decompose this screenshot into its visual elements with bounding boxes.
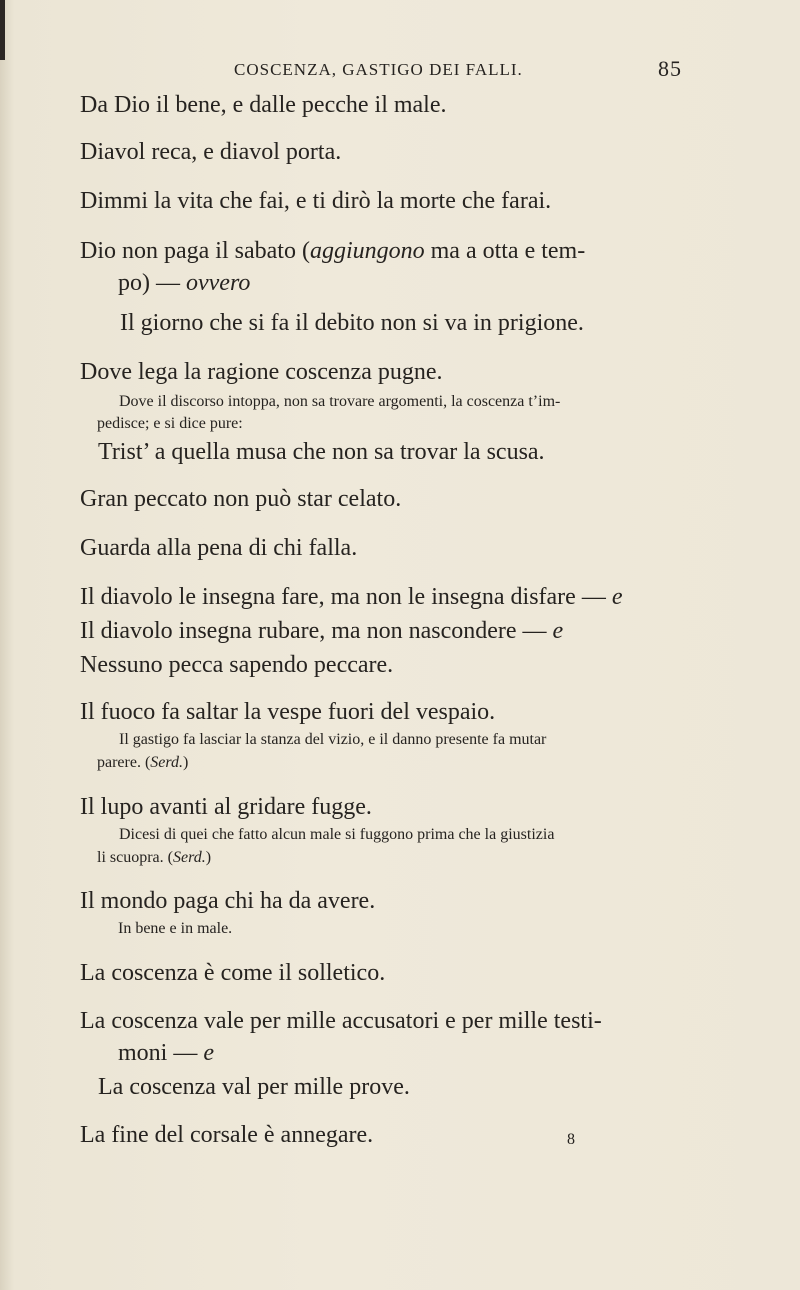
proverb-line: Nessuno pecca sapendo peccare. [80,652,394,678]
proverb-line: La coscenza è come il solletico. [80,960,386,986]
proverb-line: La fine del corsale è annegare. [80,1122,374,1148]
proverb-line: Il mondo paga chi ha da avere. [80,888,376,914]
proverb-line: moni — e [118,1040,214,1066]
page-number: 85 [658,56,682,81]
proverb-line: Il lupo avanti al gridare fugge. [80,794,372,820]
proverb-line: Diavol reca, e diavol porta. [80,139,342,165]
proverb-line: Da Dio il bene, e dalle pecche il male. [80,92,447,118]
proverb-line: Trist’ a quella musa che non sa trovar la scusa. [98,439,545,465]
commentary-note: In bene e in male. [118,920,233,937]
page-edge [0,0,5,60]
proverb-line: Dimmi la vita che fai, e ti dirò la morte che farai. [80,188,552,214]
commentary-note: Dicesi di quei che fatto alcun male si fuggono prima che la giustizia [119,826,555,843]
commentary-note: li scuopra. (Serd.) [97,849,212,866]
commentary-note: Il gastigo fa lasciar la stanza del vizio, e il danno presente fa mutar [119,731,547,748]
proverb-line: Dio non paga il sabato (aggiungono ma a otta e tem- [80,238,586,264]
running-title: COSCENZA, GASTIGO DEI FALLI. [234,60,523,79]
proverb-line: La coscenza vale per mille accusatori e per mille testi- [80,1008,602,1034]
commentary-note: Dove il discorso intoppa, non sa trovare argomenti, la coscenza t’im- [119,393,561,410]
proverb-line: Gran peccato non può star celato. [80,486,402,512]
proverb-line: Il diavolo insegna rubare, ma non nascondere — e [80,618,564,644]
proverb-line: Il diavolo le insegna fare, ma non le insegna disfare — e [80,584,623,610]
proverb-line: Il giorno che si fa il debito non si va in prigione. [120,310,584,336]
proverb-line: Il fuoco fa saltar la vespe fuori del vespaio. [80,699,496,725]
page-header [0,54,800,84]
proverb-line: Guarda alla pena di chi falla. [80,535,358,561]
proverb-line: La coscenza val per mille prove. [98,1074,410,1100]
commentary-note: pedisce; e si dice pure: [97,415,243,432]
commentary-note: parere. (Serd.) [97,754,189,771]
proverb-line: po) — ovvero [118,270,251,296]
proverb-line: Dove lega la ragione coscenza pugne. [80,359,443,385]
signature-mark: 8 [567,1131,575,1148]
